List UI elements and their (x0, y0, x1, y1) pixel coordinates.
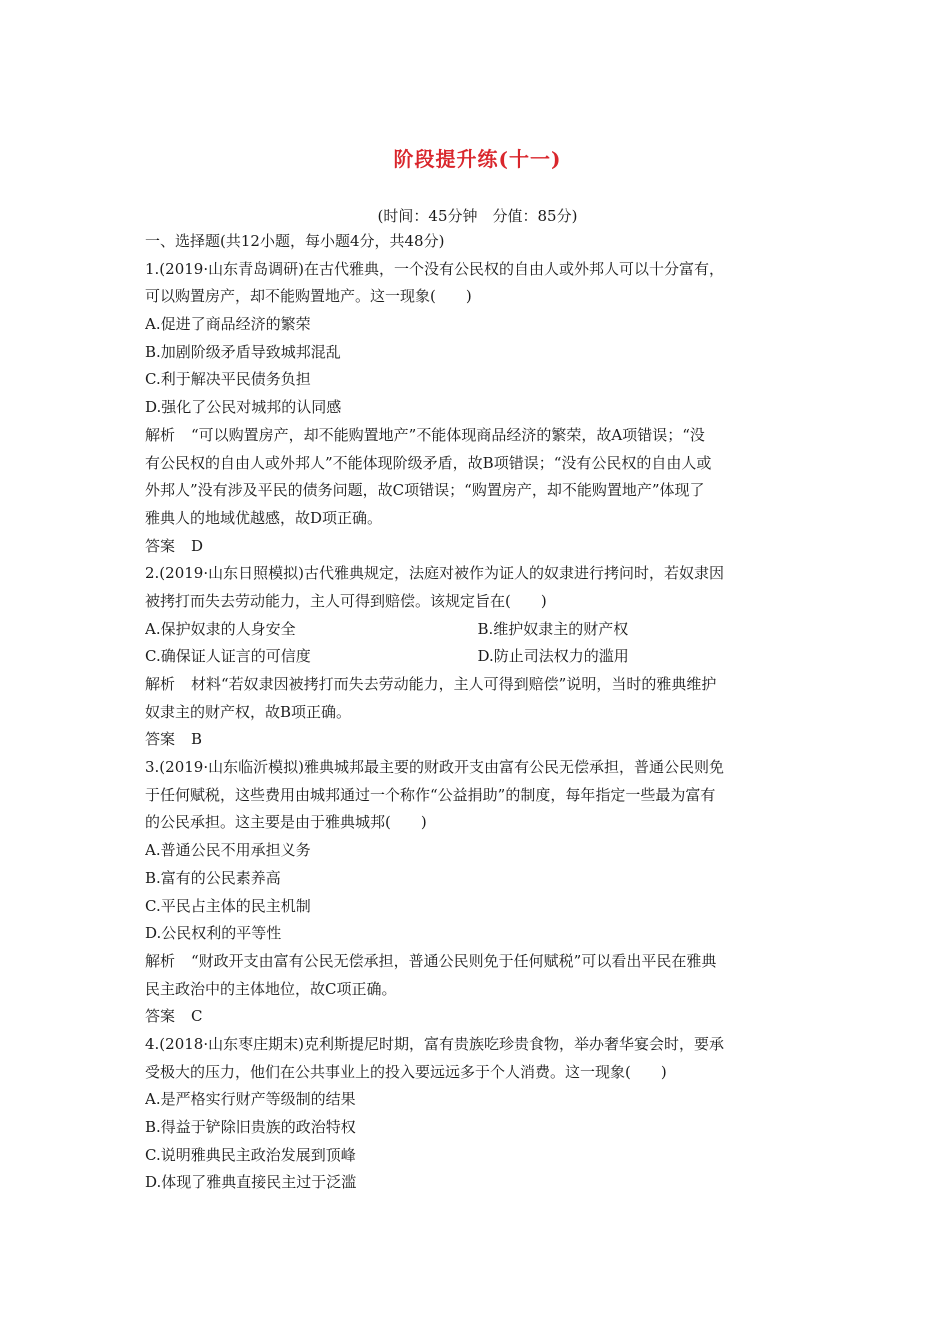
option-c: C.确保证人证言的可信度 (145, 647, 311, 666)
answer-label: 答案 (145, 1007, 176, 1026)
analysis-text: 材料“若奴隶因被拷打而失去劳动能力，主人可得到赔偿”说明，当时的雅典维护 (191, 675, 717, 693)
option-c: C.利于解决平民债务负担 (145, 370, 311, 389)
option-d: D.强化了公民对城邦的认同感 (145, 398, 342, 417)
question-stem: 4.(2018·山东枣庄期末)克利斯提尼时期，富有贵族吃珍贵食物，举办奢华宴会时，要承 (145, 1034, 724, 1053)
option-c: C.平民占主体的民主机制 (145, 896, 311, 915)
option-b: B.得益于铲除旧贵族的政治特权 (145, 1118, 356, 1136)
option-row (145, 616, 810, 644)
option-d: D.体现了雅典直接民主过于泛滥 (145, 1173, 357, 1192)
answer-line (145, 726, 810, 754)
question-stem: 受极大的压力，他们在公共事业上的投入要远远多于个人消费。这一现象( ) (145, 1062, 667, 1081)
analysis-label: 解析 (145, 951, 176, 970)
analysis-line (145, 422, 810, 450)
option-b: B.加剧阶级矛盾导致城邦混乱 (145, 342, 341, 361)
answer-line (145, 533, 810, 561)
question-1 (145, 256, 810, 561)
option-a: A.普通公民不用承担义务 (145, 841, 311, 860)
option-b: B.维护奴隶主的财产权 (477, 619, 629, 638)
option-a: A.是严格实行财产等级制的结果 (145, 1090, 356, 1109)
option-row (145, 643, 810, 671)
question-stem: 于任何赋税，这些费用由城邦通过一个称作“公益捐助”的制度，每年指定一些最为富有 (145, 785, 716, 804)
document-body (145, 228, 810, 1197)
page-title: 阶段提升练(十一) (393, 147, 562, 171)
option-b: B.富有的公民素养高 (145, 868, 281, 887)
answer-value: D (191, 536, 204, 555)
analysis-label: 解析 (145, 425, 176, 444)
question-stem: 1.(2019·山东青岛调研)在古代雅典，一个没有公民权的自由人或外邦人可以十分富有， (145, 259, 724, 278)
analysis-text: 奴隶主的财产权，故B项正确。 (145, 702, 352, 721)
analysis-line (145, 671, 810, 699)
analysis-text: 雅典人的地域优越感，故D项正确。 (145, 508, 383, 527)
analysis-text: 民主政治中的主体地位，故C项正确。 (145, 979, 397, 998)
exam-meta: (时间：45分钟 分值：85分) (377, 207, 578, 225)
analysis-text: 有公民权的自由人或外邦人”不能体现阶级矛盾，故B项错误；“没有公民权的自由人或 (145, 453, 712, 472)
option-d: D.公民权利的平等性 (145, 924, 282, 943)
analysis-line (145, 948, 810, 976)
answer-line (145, 1003, 810, 1031)
answer-value: C (191, 1007, 203, 1026)
analysis-label: 解析 (145, 675, 176, 693)
question-stem: 2.(2019·山东日照模拟)古代雅典规定，法庭对被作为证人的奴隶进行拷问时，若奴隶因 (145, 564, 724, 583)
analysis-text: 外邦人”没有涉及平民的债务问题，故C项错误；“购置房产，却不能购置地产”体现了 (145, 481, 705, 500)
question-3 (145, 754, 810, 1031)
answer-value: B (191, 730, 203, 749)
question-stem: 被拷打而失去劳动能力，主人可得到赔偿。该规定旨在( ) (145, 591, 547, 610)
option-a: A.保护奴隶的人身安全 (145, 619, 296, 638)
option-d: D.防止司法权力的滥用 (477, 647, 629, 666)
answer-label: 答案 (145, 730, 176, 749)
analysis-text: “财政开支由富有公民无偿承担，普通公民则免于任何赋税”可以看出平民在雅典 (191, 951, 717, 970)
section-heading: 一、选择题(共12小题，每小题4分，共48分) (145, 232, 445, 250)
option-c: C.说明雅典民主政治发展到顶峰 (145, 1145, 356, 1164)
question-4 (145, 1031, 810, 1197)
question-stem: 3.(2019·山东临沂模拟)雅典城邦最主要的财政开支由富有公民无偿承担，普通公民则免 (145, 758, 724, 777)
analysis-text: “可以购置房产，却不能购置地产”不能体现商品经济的繁荣，故A项错误；“没 (191, 425, 705, 444)
option-a: A.促进了商品经济的繁荣 (145, 315, 311, 334)
question-2 (145, 560, 810, 754)
question-stem: 的公民承担。这主要是由于雅典城邦( ) (145, 813, 427, 832)
answer-label: 答案 (145, 536, 176, 555)
question-stem: 可以购置房产，却不能购置地产。这一现象( ) (145, 287, 472, 306)
